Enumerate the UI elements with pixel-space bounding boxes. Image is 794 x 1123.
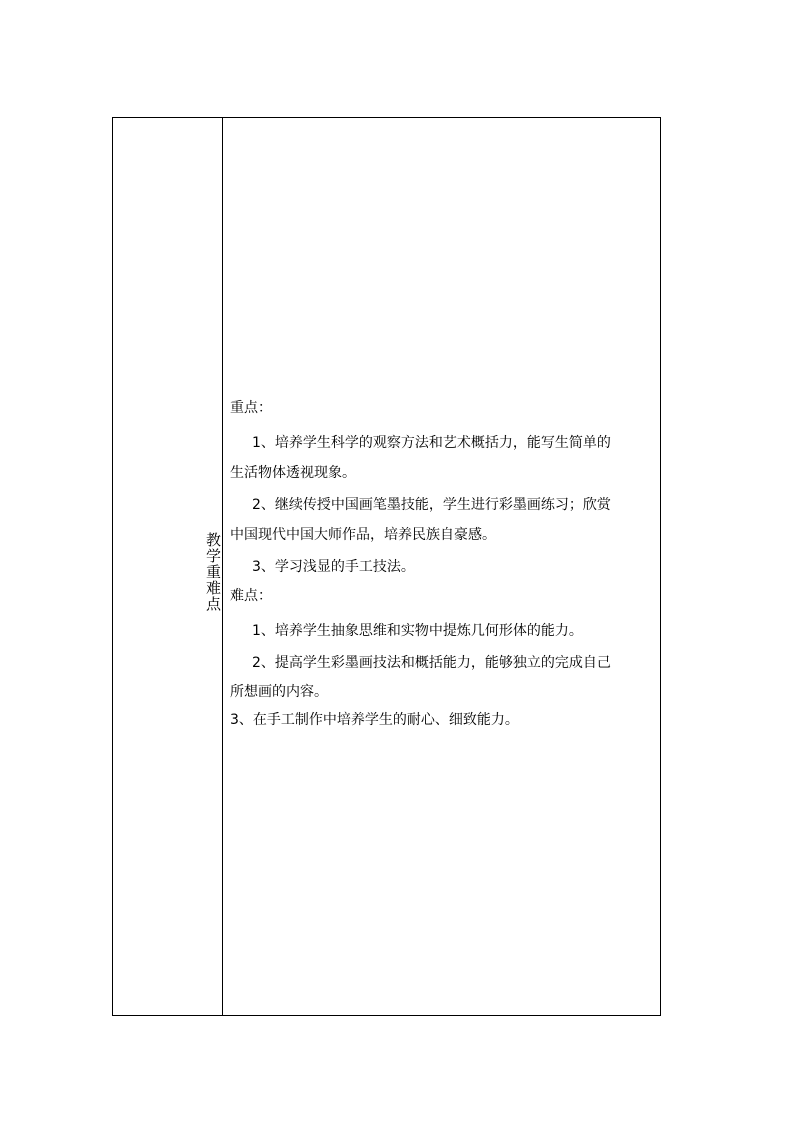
key-point-1-cont: 生活物体透视现象。 (230, 465, 356, 481)
row-label: 教学重难点 (204, 532, 222, 612)
difficult-point-1: 1、培养学生抽象思维和实物中提炼几何形体的能力。 (252, 623, 583, 639)
key-point-2-cont: 中国现代中国大师作品，培养民族自豪感。 (230, 527, 496, 543)
label-cell (113, 118, 223, 1015)
content-block (230, 396, 654, 734)
difficult-points-heading: 难点： (230, 588, 272, 604)
content-cell (223, 118, 660, 1015)
key-point-1: 1、培养学生科学的观察方法和艺术概括力，能写生简单的 (252, 435, 611, 451)
key-point-3: 3、学习浅显的手工技法。 (252, 559, 415, 575)
key-point-2: 2、继续传授中国画笔墨技能，学生进行彩墨画练习；欣赏 (252, 497, 611, 513)
key-points-heading: 重点： (230, 400, 272, 416)
difficult-point-2: 2、提高学生彩墨画技法和概括能力，能够独立的完成自己 (252, 655, 611, 671)
lesson-table (112, 117, 661, 1016)
difficult-point-2-cont: 所想画的内容。 (230, 684, 328, 700)
difficult-point-3: 3、在手工制作中培养学生的耐心、细致能力。 (230, 712, 519, 728)
